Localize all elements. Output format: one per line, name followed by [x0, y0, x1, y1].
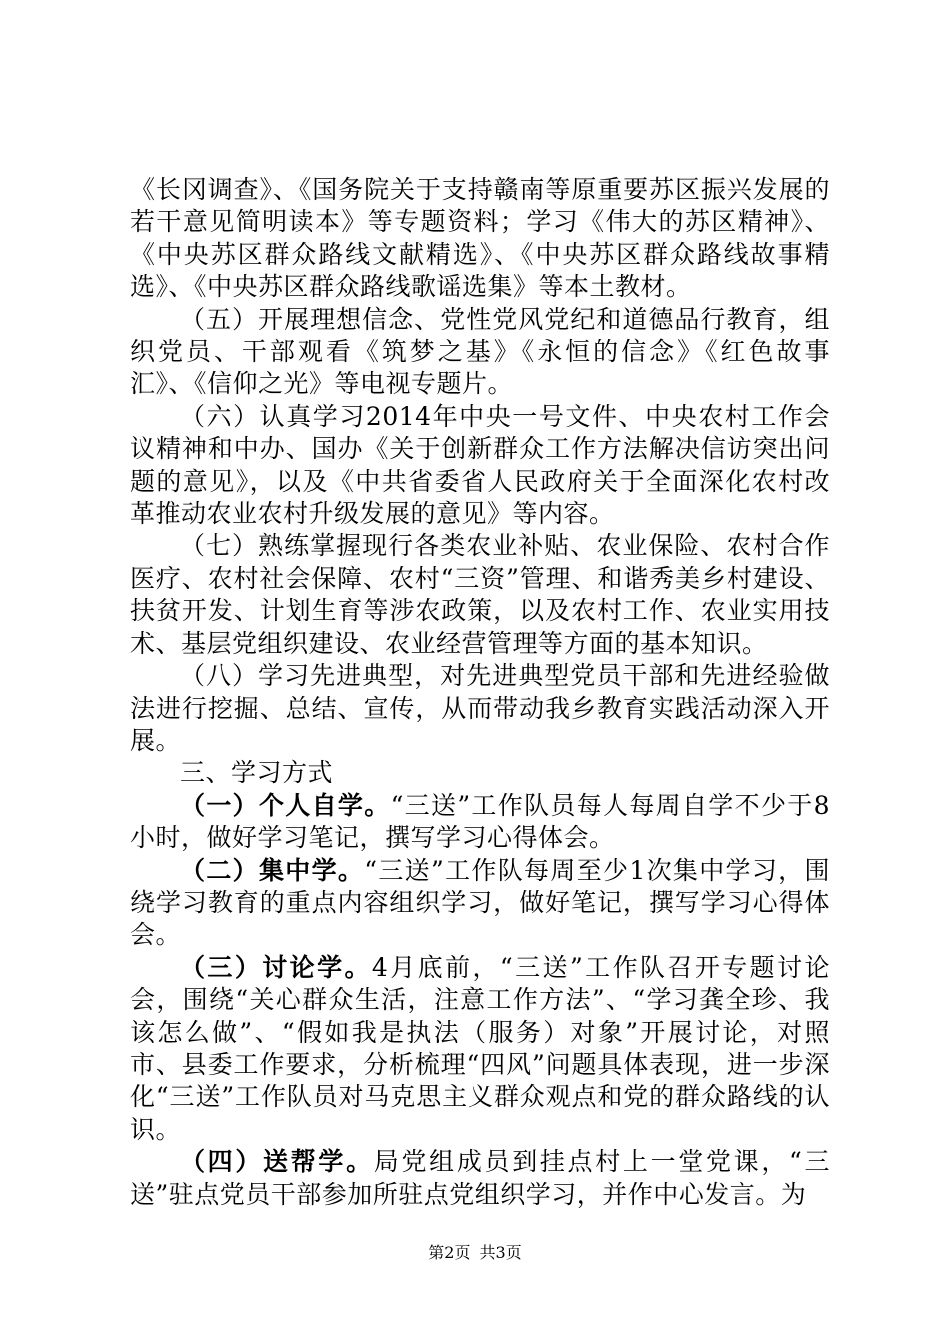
paragraph-text: （七）熟练掌握现行各类农业补贴、农业保险、农村合作医疗、农村社会保障、农村“三资”管理、和谐秀美乡村建设、扶贫开发、计划生育等涉农政策，以及农村工作、农业实用技术、基层党组织建设、农业经营管理等方面的基本知识。 [130, 531, 830, 658]
method-lead: （二）集中学。 [180, 855, 365, 885]
page-total: 共3页 [479, 1243, 522, 1262]
page-footer [0, 1243, 950, 1263]
paragraph-text: 《长冈调查》、《国务院关于支持赣南等原重要苏区振兴发展的若干意见简明读本》等专题资料；学习《伟大的苏区精神》、《中央苏区群众路线文献精选》、《中央苏区群众路线故事精选》、《中央苏区群众路线歌谣选集》等本土教材。 [130, 175, 830, 302]
page-number: 第2页 [428, 1243, 471, 1262]
paragraph-item-5 [130, 304, 830, 401]
paragraph-method-1 [130, 790, 830, 855]
paragraph-item-6 [130, 401, 830, 531]
paragraph-method-3 [130, 952, 830, 1146]
section-heading-text: 三、学习方式 [180, 758, 334, 788]
paragraph-text: （五）开展理想信念、党性党风党纪和道德品行教育，组织党员、干部观看《筑梦之基》《永恒的信念》《红色故事汇》、《信仰之光》等电视专题片。 [130, 304, 830, 399]
section-heading-study-methods [130, 757, 830, 789]
method-lead: （三）讨论学。 [180, 952, 372, 982]
paragraph-method-2 [130, 855, 830, 952]
paragraph-item-8 [130, 660, 830, 757]
method-lead: （一）个人自学。 [180, 790, 391, 820]
paragraph-continued-materials [130, 174, 830, 304]
paragraph-text: （八）学习先进典型，对先进典型党员干部和先进经验做法进行挖掘、总结、宣传，从而带动我乡教育实践活动深入开展。 [130, 661, 830, 755]
paragraph-method-4 [130, 1146, 830, 1211]
method-lead: （四）送帮学。 [180, 1147, 374, 1177]
paragraph-item-7 [130, 530, 830, 660]
paragraph-text: “三送”工作队员每人每周自学不少于8小时，做好学习笔记，撰写学习心得体会。 [130, 790, 830, 853]
paragraph-text: 局党组成员到挂点村上一堂党课，“三送”驻点党员干部参加所驻点党组织学习，并作中心发言。为 [130, 1147, 830, 1209]
paragraph-text: （六）认真学习2014年中央一号文件、中央农村工作会议精神和中办、国办《关于创新群众工作方法解决信访突出问题的意见》，以及《中共省委省人民政府关于全面深化农村改革推动农业农村升级发展的意见》等内容。 [130, 401, 830, 529]
paragraph-text: 4月底前，“三送”工作队召开专题讨论会，围绕“关心群众生活，注意工作方法”、“学习龚全珍、我该怎么做”、“假如我是执法（服务）对象”开展讨论，对照市、县委工作要求，分析梳理“四风”问题具体表现，进一步深化“三送”工作队员对马克思主义群众观点和党的群众路线的认识。 [130, 952, 830, 1144]
document-body [130, 174, 830, 1211]
paragraph-text: “三送”工作队每周至少1次集中学习，围绕学习教育的重点内容组织学习，做好笔记，撰写学习心得体会。 [130, 855, 830, 950]
